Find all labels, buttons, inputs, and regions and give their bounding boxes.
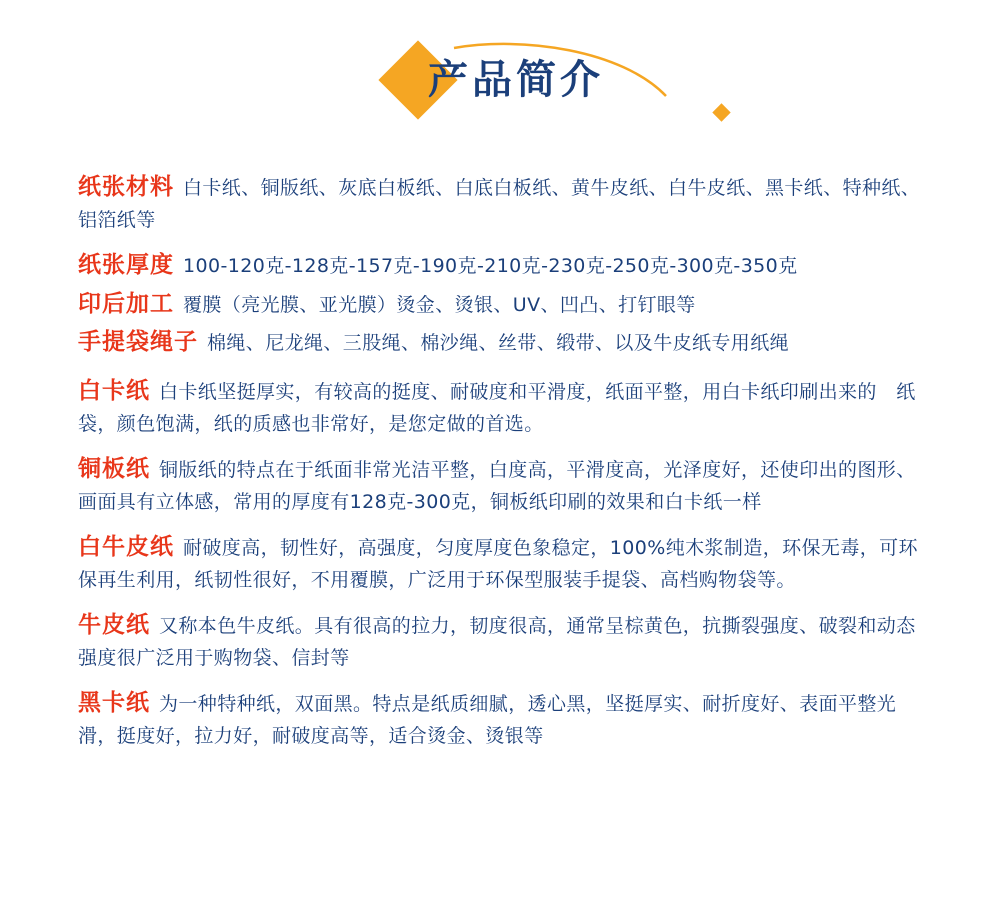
section-white-kraft-paper xyxy=(78,530,922,595)
section-label: 白牛皮纸 xyxy=(78,534,174,561)
section-label: 黑卡纸 xyxy=(78,690,150,717)
section-black-card-paper xyxy=(78,686,922,751)
section-text: 白卡纸坚挺厚实，有较高的挺度、耐破度和平滑度，纸面平整，用白卡纸印刷出来的 纸袋，颜色饱满，纸的质感也非常好，是您定做的首选。 xyxy=(78,381,916,435)
section-paper-thickness xyxy=(78,248,922,284)
section-label: 牛皮纸 xyxy=(78,612,150,639)
section-text: 铜版纸的特点在于纸面非常光洁平整，白度高，平滑度高，光泽度好，还使印出的图形、画面具有立体感，常用的厚度有128克-300克，铜板纸印刷的效果和白卡纸一样 xyxy=(78,459,916,513)
section-text: 白卡纸、铜版纸、灰底白板纸、白底白板纸、黄牛皮纸、白牛皮纸、黑卡纸、特种纸、铝箔纸等 xyxy=(78,177,921,231)
page-title: 产品简介 xyxy=(428,57,604,103)
section-white-card-paper xyxy=(78,374,922,439)
section-label: 手提袋绳子 xyxy=(78,329,198,356)
section-text: 覆膜（亮光膜、亚光膜）烫金、烫银、UV、凹凸、打钉眼等 xyxy=(183,293,696,316)
section-kraft-paper xyxy=(78,608,922,673)
section-text: 又称本色牛皮纸。具有很高的拉力，韧度很高，通常呈棕黄色，抗撕裂强度、破裂和动态强度很广泛用于购物袋、信封等 xyxy=(78,615,916,669)
section-label: 白卡纸 xyxy=(78,378,150,404)
section-label: 铜板纸 xyxy=(78,456,150,483)
section-text: 为一种特种纸，双面黑。特点是纸质细腻，透心黑，坚挺厚实、耐折度好、表面平整光滑，挺度好，拉力好，耐破度高等，适合烫金、烫银等 xyxy=(78,693,897,747)
page-header xyxy=(0,0,1000,150)
section-text: 耐破度高，韧性好，高强度，匀度厚度色象稳定，100%纯木浆制造，环保无毒，可环保再生利用，纸韧性很好，不用覆膜，广泛用于环保型服装手提袋、高档购物袋等。 xyxy=(78,537,918,591)
section-post-print-processing xyxy=(78,287,922,323)
section-text: 100-120克-128克-157克-190克-210克-230克-250克-300克-350克 xyxy=(183,255,798,278)
section-handbag-rope xyxy=(78,325,922,361)
section-paper-material xyxy=(78,170,922,235)
content-body xyxy=(0,150,1000,751)
section-label: 纸张厚度 xyxy=(78,252,174,279)
section-coated-paper xyxy=(78,452,922,517)
section-label: 印后加工 xyxy=(78,290,174,317)
section-text: 棉绳、尼龙绳、三股绳、棉沙绳、丝带、缎带、以及牛皮纸专用纸绳 xyxy=(207,332,790,355)
section-label: 纸张材料 xyxy=(78,174,174,200)
